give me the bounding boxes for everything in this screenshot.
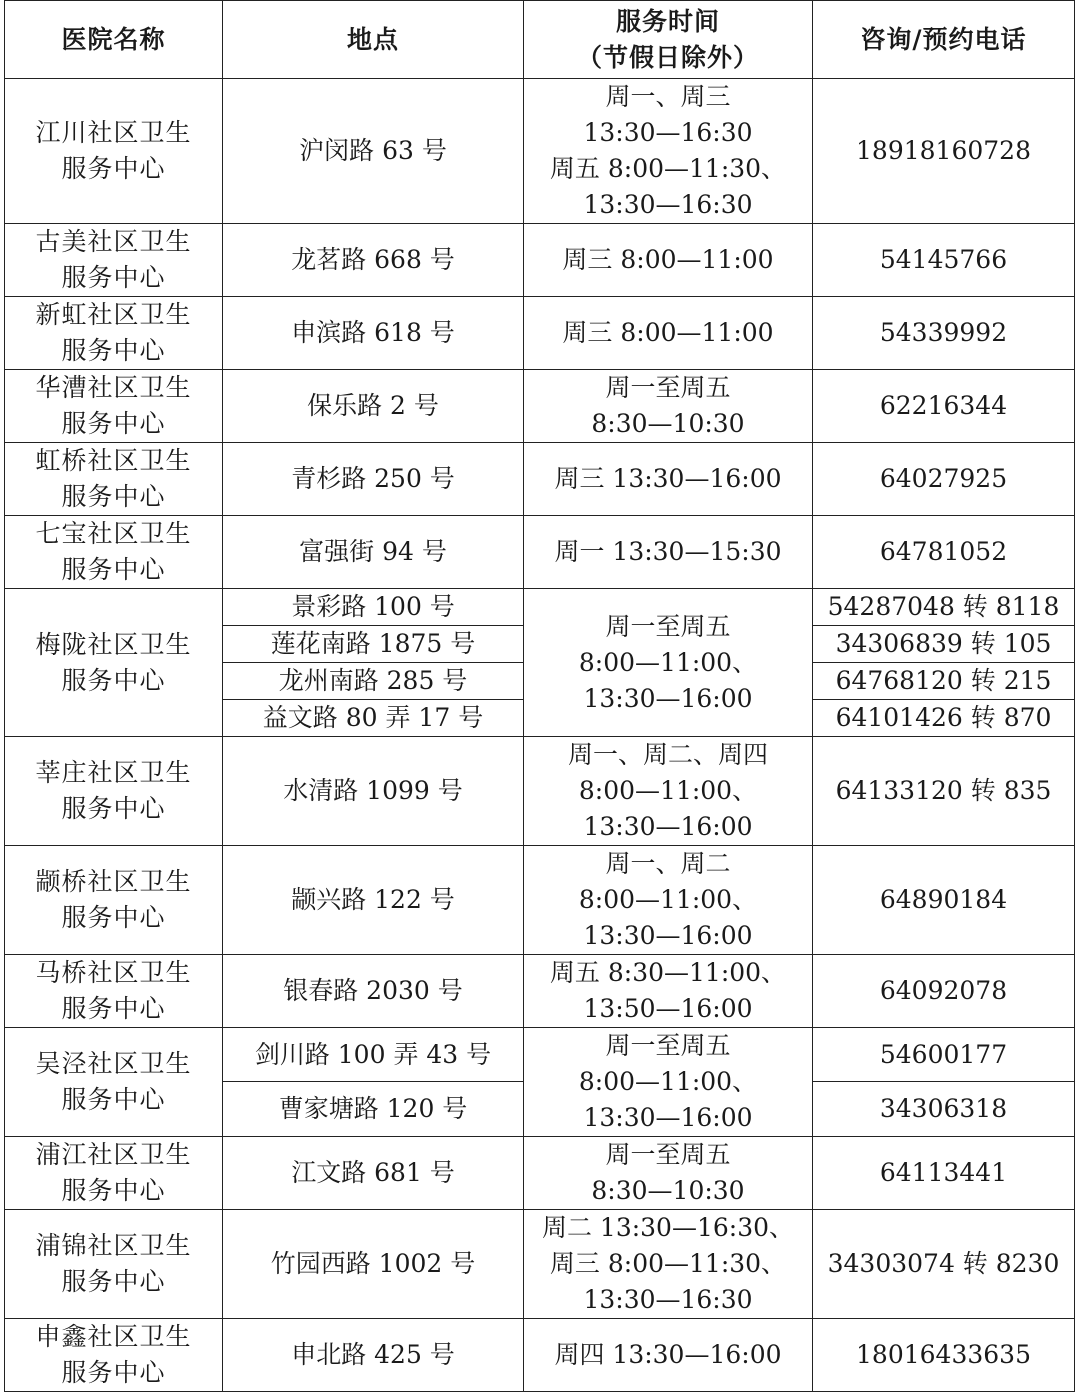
hospital-name: 申鑫社区卫生 服务中心 <box>5 1319 223 1392</box>
hospital-name: 浦江社区卫生 服务中心 <box>5 1137 223 1210</box>
table-row <box>5 589 1075 626</box>
address: 景彩路 100 号 <box>223 589 524 626</box>
table-row <box>5 1319 1075 1392</box>
address: 剑川路 100 弄 43 号 <box>223 1028 524 1082</box>
table-row <box>5 737 1075 846</box>
phone: 64113441 <box>813 1137 1075 1210</box>
service-hours: 周一至周五 8:30—10:30 <box>524 1137 813 1210</box>
service-hours: 周一至周五 8:00—11:00、 13:30—16:00 <box>524 1028 813 1137</box>
address: 颛兴路 122 号 <box>223 846 524 955</box>
hospital-name: 梅陇社区卫生 服务中心 <box>5 589 223 737</box>
phone: 34303074 转 8230 <box>813 1210 1075 1319</box>
header-hospital-name: 医院名称 <box>5 1 223 79</box>
phone: 64133120 转 835 <box>813 737 1075 846</box>
phone: 54145766 <box>813 224 1075 297</box>
hospital-name: 古美社区卫生 服务中心 <box>5 224 223 297</box>
table-row <box>5 516 1075 589</box>
clinic-schedule-table <box>4 0 1075 1392</box>
address: 江文路 681 号 <box>223 1137 524 1210</box>
phone: 64890184 <box>813 846 1075 955</box>
service-hours: 周一至周五 8:30—10:30 <box>524 370 813 443</box>
address: 莲花南路 1875 号 <box>223 626 524 663</box>
address: 青杉路 250 号 <box>223 443 524 516</box>
table-row <box>5 224 1075 297</box>
phone: 54339992 <box>813 297 1075 370</box>
address: 益文路 80 弄 17 号 <box>223 700 524 737</box>
service-hours: 周三 13:30—16:00 <box>524 443 813 516</box>
service-hours: 周一、周二 8:00—11:00、 13:30—16:00 <box>524 846 813 955</box>
address: 龙茗路 668 号 <box>223 224 524 297</box>
header-service-hours: 服务时间 （节假日除外） <box>524 1 813 79</box>
phone: 64092078 <box>813 955 1075 1028</box>
service-hours: 周一 13:30—15:30 <box>524 516 813 589</box>
hospital-name: 浦锦社区卫生 服务中心 <box>5 1210 223 1319</box>
hospital-name: 江川社区卫生 服务中心 <box>5 79 223 224</box>
phone: 34306839 转 105 <box>813 626 1075 663</box>
service-hours: 周一至周五 8:00—11:00、 13:30—16:00 <box>524 589 813 737</box>
phone: 64768120 转 215 <box>813 663 1075 700</box>
hospital-name: 虹桥社区卫生 服务中心 <box>5 443 223 516</box>
phone: 54287048 转 8118 <box>813 589 1075 626</box>
hospital-name: 莘庄社区卫生 服务中心 <box>5 737 223 846</box>
service-hours: 周五 8:30—11:00、 13:50—16:00 <box>524 955 813 1028</box>
service-hours: 周三 8:00—11:00 <box>524 224 813 297</box>
service-hours: 周二 13:30—16:30、 周三 8:00—11:30、 13:30—16:30 <box>524 1210 813 1319</box>
phone: 64027925 <box>813 443 1075 516</box>
table-row <box>5 297 1075 370</box>
table-row <box>5 1137 1075 1210</box>
address: 水清路 1099 号 <box>223 737 524 846</box>
phone: 18918160728 <box>813 79 1075 224</box>
hospital-name: 新虹社区卫生 服务中心 <box>5 297 223 370</box>
address: 竹园西路 1002 号 <box>223 1210 524 1319</box>
table-row <box>5 79 1075 224</box>
hospital-name: 颛桥社区卫生 服务中心 <box>5 846 223 955</box>
service-hours: 周三 8:00—11:00 <box>524 297 813 370</box>
hospital-name: 七宝社区卫生 服务中心 <box>5 516 223 589</box>
phone: 64101426 转 870 <box>813 700 1075 737</box>
table-header-row <box>5 1 1075 79</box>
table-row <box>5 370 1075 443</box>
service-hours: 周一、周三 13:30—16:30 周五 8:00—11:30、 13:30—16:30 <box>524 79 813 224</box>
table-row <box>5 1028 1075 1082</box>
hospital-name: 马桥社区卫生 服务中心 <box>5 955 223 1028</box>
phone: 18016433635 <box>813 1319 1075 1392</box>
address: 富强街 94 号 <box>223 516 524 589</box>
phone: 62216344 <box>813 370 1075 443</box>
table-row <box>5 443 1075 516</box>
address: 银春路 2030 号 <box>223 955 524 1028</box>
service-hours: 周一、周二、周四 8:00—11:00、 13:30—16:00 <box>524 737 813 846</box>
header-phone: 咨询/预约电话 <box>813 1 1075 79</box>
hospital-name: 吴泾社区卫生 服务中心 <box>5 1028 223 1137</box>
address: 沪闵路 63 号 <box>223 79 524 224</box>
phone: 34306318 <box>813 1082 1075 1137</box>
hospital-name: 华漕社区卫生 服务中心 <box>5 370 223 443</box>
address: 龙州南路 285 号 <box>223 663 524 700</box>
table-row <box>5 846 1075 955</box>
header-address: 地点 <box>223 1 524 79</box>
service-hours: 周四 13:30—16:00 <box>524 1319 813 1392</box>
table-row <box>5 1210 1075 1319</box>
phone: 54600177 <box>813 1028 1075 1082</box>
address: 保乐路 2 号 <box>223 370 524 443</box>
address: 申滨路 618 号 <box>223 297 524 370</box>
table-row <box>5 955 1075 1028</box>
address: 曹家塘路 120 号 <box>223 1082 524 1137</box>
address: 申北路 425 号 <box>223 1319 524 1392</box>
phone: 64781052 <box>813 516 1075 589</box>
